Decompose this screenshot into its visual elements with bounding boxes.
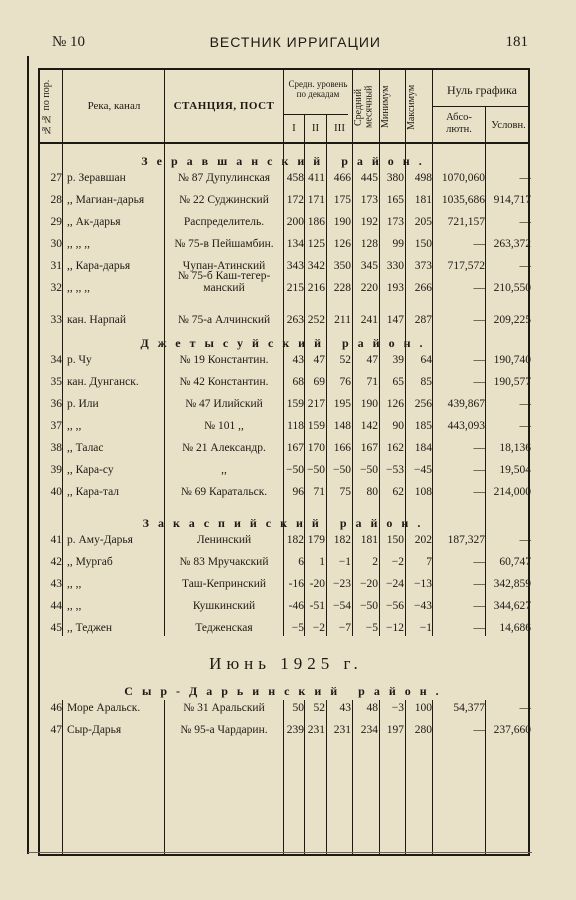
cell-d2: 231 — [307, 724, 325, 736]
bottom-rule — [28, 852, 532, 853]
cell-d2: −50 — [307, 464, 325, 476]
cell-d2: 52 — [313, 702, 325, 714]
cell-d3: 126 — [333, 238, 351, 250]
cell-station: № 75-в Пейшамбин. — [174, 238, 274, 250]
cell-d3: 190 — [333, 216, 351, 228]
cell-usl: 190,740 — [493, 354, 531, 366]
cell-station: № 75-а Алчинский — [177, 314, 271, 326]
cell-d2: 71 — [313, 486, 325, 498]
cell-abs: — — [473, 600, 485, 612]
journal-title: ВЕСТНИК ИРРИГАЦИИ — [209, 34, 381, 50]
cell-d2: 216 — [307, 282, 325, 294]
cell-d1: −50 — [286, 464, 304, 476]
col-header-avg: Средний месячный — [353, 85, 375, 129]
cell-d1: 239 — [286, 724, 304, 736]
cell-no: 37 — [50, 420, 62, 432]
cell-usl: — — [519, 216, 531, 228]
cell-avg: 167 — [360, 442, 378, 454]
cell-avg: 48 — [366, 702, 378, 714]
cell-d3: 76 — [339, 376, 351, 388]
cell-station: Кушкинский — [192, 600, 256, 612]
cell-station: № 83 Мручакский — [179, 556, 269, 568]
cell-river: ,, Мургаб — [67, 556, 113, 568]
cell-station: ,, — [221, 464, 227, 476]
cell-d3: 211 — [334, 314, 351, 326]
issue-number: № 10 — [52, 33, 86, 50]
cell-max: −13 — [414, 578, 432, 590]
cell-river: р. Зеравшан — [67, 172, 126, 184]
col-header-d1: I — [292, 122, 296, 134]
cell-d3: 175 — [333, 194, 351, 206]
cell-d3: 182 — [333, 534, 351, 546]
cell-station: Распределитель. — [183, 216, 265, 228]
cell-station: № 47 Илийский — [185, 398, 263, 410]
cell-no: 30 — [50, 238, 62, 250]
cell-abs: — — [473, 376, 485, 388]
cell-river: ,, Теджен — [67, 622, 113, 634]
cell-d1: 215 — [286, 282, 304, 294]
cell-no: 31 — [50, 260, 62, 272]
cell-no: 29 — [50, 216, 62, 228]
cell-min: 65 — [392, 376, 404, 388]
cell-d1: 6 — [298, 556, 304, 568]
cell-max: −1 — [419, 622, 432, 634]
cell-d2: 186 — [307, 216, 325, 228]
section-title: Закаспийский район. — [142, 516, 430, 530]
cell-station: № 69 Каратальск. — [180, 486, 268, 498]
cell-river: ,, ,, — [67, 600, 82, 612]
cell-usl: — — [519, 260, 531, 272]
cell-river: ,, Талас — [67, 442, 104, 454]
cell-avg: 173 — [360, 194, 378, 206]
cell-d2: 342 — [307, 260, 325, 272]
cell-abs: 187,327 — [447, 534, 485, 546]
cell-max: 280 — [414, 724, 432, 736]
cell-max: −45 — [414, 464, 432, 476]
cell-abs: 721,157 — [447, 216, 485, 228]
month-title: Июнь 1925 г. — [209, 654, 363, 673]
cell-d2: 69 — [313, 376, 325, 388]
cell-abs: — — [473, 354, 485, 366]
cell-max: 373 — [414, 260, 432, 272]
cell-d1: -46 — [288, 600, 304, 612]
cell-river: Сыр-Дарья — [67, 724, 122, 736]
cell-d3: −7 — [338, 622, 351, 634]
cell-avg: 142 — [360, 420, 378, 432]
cell-no: 39 — [50, 464, 62, 476]
section-title: Джетысуйский район. — [140, 336, 432, 350]
cell-min: 173 — [386, 216, 404, 228]
cell-d3: 231 — [333, 724, 351, 736]
cell-river: ,, Ак-дарья — [67, 216, 121, 228]
cell-avg: −5 — [365, 622, 378, 634]
cell-usl: 263,372 — [493, 238, 531, 250]
cell-d2: 170 — [307, 442, 325, 454]
cell-d2: 217 — [307, 398, 325, 410]
cell-d2: 411 — [308, 172, 325, 184]
cell-max: 498 — [414, 172, 432, 184]
col-header-d2: II — [311, 122, 320, 134]
cell-station: № 31 Аральский — [183, 702, 265, 714]
cell-station: № 22 Суджинский — [179, 194, 269, 206]
cell-max: 181 — [414, 194, 432, 206]
cell-max: 100 — [414, 702, 432, 714]
cell-station: Чупан-Атинский — [182, 260, 266, 272]
cell-min: −12 — [386, 622, 404, 634]
cell-no: 34 — [50, 354, 62, 366]
cell-usl: 209,225 — [493, 314, 531, 326]
cell-avg: −50 — [360, 464, 378, 476]
cell-river: Море Аральск. — [67, 702, 141, 714]
cell-d2: −2 — [312, 622, 325, 634]
cell-avg: −50 — [360, 600, 378, 612]
cell-min: 197 — [386, 724, 404, 736]
cell-usl: 237,660 — [493, 724, 531, 736]
cell-river: ,, Кара-су — [67, 464, 114, 476]
cell-no: 33 — [50, 314, 62, 326]
cell-d2: 125 — [307, 238, 325, 250]
cell-no: 27 — [50, 172, 62, 184]
cell-d1: 458 — [286, 172, 304, 184]
cell-station: № 21 Александр. — [182, 442, 266, 454]
cell-usl: — — [519, 534, 531, 546]
col-rule — [379, 70, 380, 854]
cell-no: 44 — [50, 600, 62, 612]
cell-usl: 344,627 — [493, 600, 531, 612]
cell-max: 205 — [414, 216, 432, 228]
cell-station: № 19 Константин. — [179, 354, 269, 366]
cell-min: 99 — [392, 238, 404, 250]
cell-abs: — — [473, 238, 485, 250]
cell-d1: 43 — [292, 354, 304, 366]
cell-d3: 466 — [333, 172, 351, 184]
col-header-zero-group: Нуль графика — [446, 83, 518, 97]
cell-min: −24 — [386, 578, 404, 590]
cell-d3: −50 — [333, 464, 351, 476]
cell-station: Тедженская — [195, 622, 253, 634]
cell-d1: 96 — [292, 486, 304, 498]
cell-d1: 159 — [286, 398, 304, 410]
cell-max: 85 — [420, 376, 432, 388]
cell-avg: 80 — [366, 486, 378, 498]
cell-max: 64 — [420, 354, 432, 366]
cell-d1: 263 — [286, 314, 304, 326]
cell-max: −43 — [414, 600, 432, 612]
cell-avg: 234 — [360, 724, 378, 736]
page-header — [52, 30, 528, 54]
cell-avg: 47 — [366, 354, 378, 366]
cell-avg: 220 — [360, 282, 378, 294]
cell-min: 150 — [386, 534, 404, 546]
cell-d2: 171 — [307, 194, 325, 206]
cell-d3: 350 — [333, 260, 351, 272]
cell-min: 39 — [392, 354, 404, 366]
cell-abs: 1035,686 — [441, 194, 485, 206]
cell-river: ,, ,, — [67, 420, 82, 432]
cell-d3: 43 — [339, 702, 351, 714]
cell-abs: — — [473, 622, 485, 634]
cell-d3: −1 — [338, 556, 351, 568]
col-header-station: СТАНЦИЯ, ПОСТ — [173, 100, 275, 112]
cell-abs: 443,093 — [447, 420, 485, 432]
cell-min: −3 — [391, 702, 404, 714]
page-number: 181 — [505, 33, 528, 50]
cell-no: 40 — [50, 486, 62, 498]
col-rule — [164, 70, 165, 854]
zero-group-rule — [432, 106, 528, 107]
col-header-max: Максимум — [406, 84, 417, 130]
cell-river: ,, Магиан-дарья — [67, 194, 145, 206]
cell-station: № 75-б Каш-тегер- манский — [177, 270, 271, 295]
cell-min: 193 — [386, 282, 404, 294]
cell-max: 108 — [414, 486, 432, 498]
col-header-min: Минимум — [380, 85, 391, 129]
cell-usl: 214,000 — [493, 486, 531, 498]
cell-river: кан. Нарпай — [67, 314, 126, 326]
cell-station: № 101 ,, — [204, 420, 244, 432]
cell-usl: 342,859 — [493, 578, 531, 590]
cell-d2: 47 — [313, 354, 325, 366]
avg-group-rule — [283, 114, 348, 115]
cell-abs: — — [473, 486, 485, 498]
cell-station: № 42 Константин. — [179, 376, 269, 388]
cell-d1: 118 — [287, 420, 304, 432]
col-rule — [432, 70, 433, 854]
col-header-river: Река, канал — [87, 100, 141, 112]
col-rule — [62, 70, 63, 854]
cell-min: −2 — [391, 556, 404, 568]
cell-avg: 71 — [366, 376, 378, 388]
cell-max: 150 — [414, 238, 432, 250]
cell-d3: −54 — [333, 600, 351, 612]
cell-avg: −20 — [360, 578, 378, 590]
cell-d2: 1 — [319, 556, 325, 568]
cell-min: 330 — [386, 260, 404, 272]
cell-usl: 19,504 — [499, 464, 531, 476]
cell-max: 266 — [414, 282, 432, 294]
cell-abs: — — [473, 314, 485, 326]
cell-min: 165 — [386, 194, 404, 206]
cell-avg: 345 — [360, 260, 378, 272]
cell-abs: — — [473, 556, 485, 568]
cell-max: 287 — [414, 314, 432, 326]
cell-avg: 2 — [372, 556, 378, 568]
cell-d1: 182 — [286, 534, 304, 546]
cell-no: 32 — [50, 282, 62, 294]
cell-d1: −5 — [291, 622, 304, 634]
cell-d2: -51 — [309, 600, 325, 612]
col-header-avg-group: Средн. уровень по декадам — [288, 79, 348, 99]
cell-d2: 159 — [307, 420, 325, 432]
cell-avg: 241 — [360, 314, 378, 326]
cell-station: Ленинский — [196, 534, 252, 546]
cell-no: 35 — [50, 376, 62, 388]
cell-avg: 190 — [360, 398, 378, 410]
cell-no: 36 — [50, 398, 62, 410]
cell-d2: -20 — [309, 578, 325, 590]
cell-usl: — — [519, 420, 531, 432]
cell-usl: — — [519, 702, 531, 714]
cell-d3: 166 — [333, 442, 351, 454]
section-title: Сыр-Дарьинский район. — [124, 684, 448, 698]
cell-river: р. Или — [67, 398, 99, 410]
cell-usl: 14,686 — [499, 622, 531, 634]
cell-river: ,, Кара-тал — [67, 486, 120, 498]
cell-min: 62 — [392, 486, 404, 498]
cell-no: 38 — [50, 442, 62, 454]
cell-usl: — — [519, 398, 531, 410]
cell-usl: 18,136 — [499, 442, 531, 454]
cell-avg: 192 — [360, 216, 378, 228]
cell-max: 184 — [414, 442, 432, 454]
header-bottom-rule — [40, 142, 528, 144]
cell-abs: — — [473, 464, 485, 476]
col-rule — [283, 70, 284, 854]
section-title: Зеравшанский район. — [141, 154, 431, 168]
cell-no: 28 — [50, 194, 62, 206]
cell-usl: 60,747 — [499, 556, 531, 568]
cell-abs: 717,572 — [447, 260, 485, 272]
cell-river: кан. Дунганск. — [67, 376, 139, 388]
cell-no: 47 — [50, 724, 62, 736]
cell-usl: — — [519, 172, 531, 184]
cell-min: 126 — [386, 398, 404, 410]
cell-d2: 252 — [307, 314, 325, 326]
cell-d1: -16 — [288, 578, 304, 590]
col-header-abs: Абсо- лютн. — [446, 112, 472, 135]
cell-abs: 1070,060 — [441, 172, 485, 184]
cell-d1: 134 — [286, 238, 304, 250]
cell-min: 147 — [386, 314, 404, 326]
cell-station: № 87 Дупулинская — [177, 172, 271, 184]
cell-min: −56 — [386, 600, 404, 612]
cell-river: р. Чу — [67, 354, 92, 366]
cell-d3: 52 — [339, 354, 351, 366]
cell-avg: 181 — [360, 534, 378, 546]
cell-d3: 75 — [339, 486, 351, 498]
col-header-no: №№ по пор. — [41, 79, 52, 135]
col-header-usl: Условн. — [491, 120, 526, 131]
left-border-rule — [27, 56, 29, 854]
cell-d3: 195 — [333, 398, 351, 410]
cell-river: ,, ,, ,, — [67, 282, 90, 294]
cell-abs: — — [473, 578, 485, 590]
col-header-d3: III — [334, 122, 345, 134]
cell-max: 202 — [414, 534, 432, 546]
cell-abs: — — [473, 442, 485, 454]
cell-d1: 343 — [286, 260, 304, 272]
cell-no: 45 — [50, 622, 62, 634]
col-rule — [405, 70, 406, 854]
cell-abs: — — [473, 282, 485, 294]
cell-avg: 445 — [360, 172, 378, 184]
cell-no: 42 — [50, 556, 62, 568]
cell-usl: 210,550 — [493, 282, 531, 294]
cell-d1: 68 — [292, 376, 304, 388]
cell-d1: 167 — [286, 442, 304, 454]
cell-usl: 914,717 — [493, 194, 531, 206]
cell-abs: 54,377 — [453, 702, 485, 714]
cell-d1: 50 — [292, 702, 304, 714]
cell-min: −53 — [386, 464, 404, 476]
cell-d1: 172 — [286, 194, 304, 206]
cell-d1: 200 — [286, 216, 304, 228]
cell-max: 256 — [414, 398, 432, 410]
cell-min: 380 — [386, 172, 404, 184]
water-level-table — [38, 68, 530, 856]
cell-avg: 128 — [360, 238, 378, 250]
cell-river: ,, ,, ,, — [67, 238, 90, 250]
cell-no: 41 — [50, 534, 62, 546]
col-rule — [352, 70, 353, 854]
cell-max: 7 — [426, 556, 432, 568]
cell-abs: — — [473, 724, 485, 736]
cell-station: № 95-а Чардарин. — [180, 724, 268, 736]
cell-min: 162 — [386, 442, 404, 454]
cell-river: ,, ,, — [67, 578, 82, 590]
cell-d3: −23 — [333, 578, 351, 590]
cell-min: 90 — [392, 420, 404, 432]
cell-max: 185 — [414, 420, 432, 432]
cell-river: р. Аму-Дарья — [67, 534, 133, 546]
cell-river: ,, Кара-дарья — [67, 260, 131, 272]
cell-d2: 179 — [307, 534, 325, 546]
cell-no: 43 — [50, 578, 62, 590]
cell-usl: 190,577 — [493, 376, 531, 388]
cell-no: 46 — [50, 702, 62, 714]
cell-abs: 439,867 — [447, 398, 485, 410]
cell-d3: 228 — [333, 282, 351, 294]
cell-d3: 148 — [333, 420, 351, 432]
cell-station: Таш-Кепринский — [181, 578, 267, 590]
